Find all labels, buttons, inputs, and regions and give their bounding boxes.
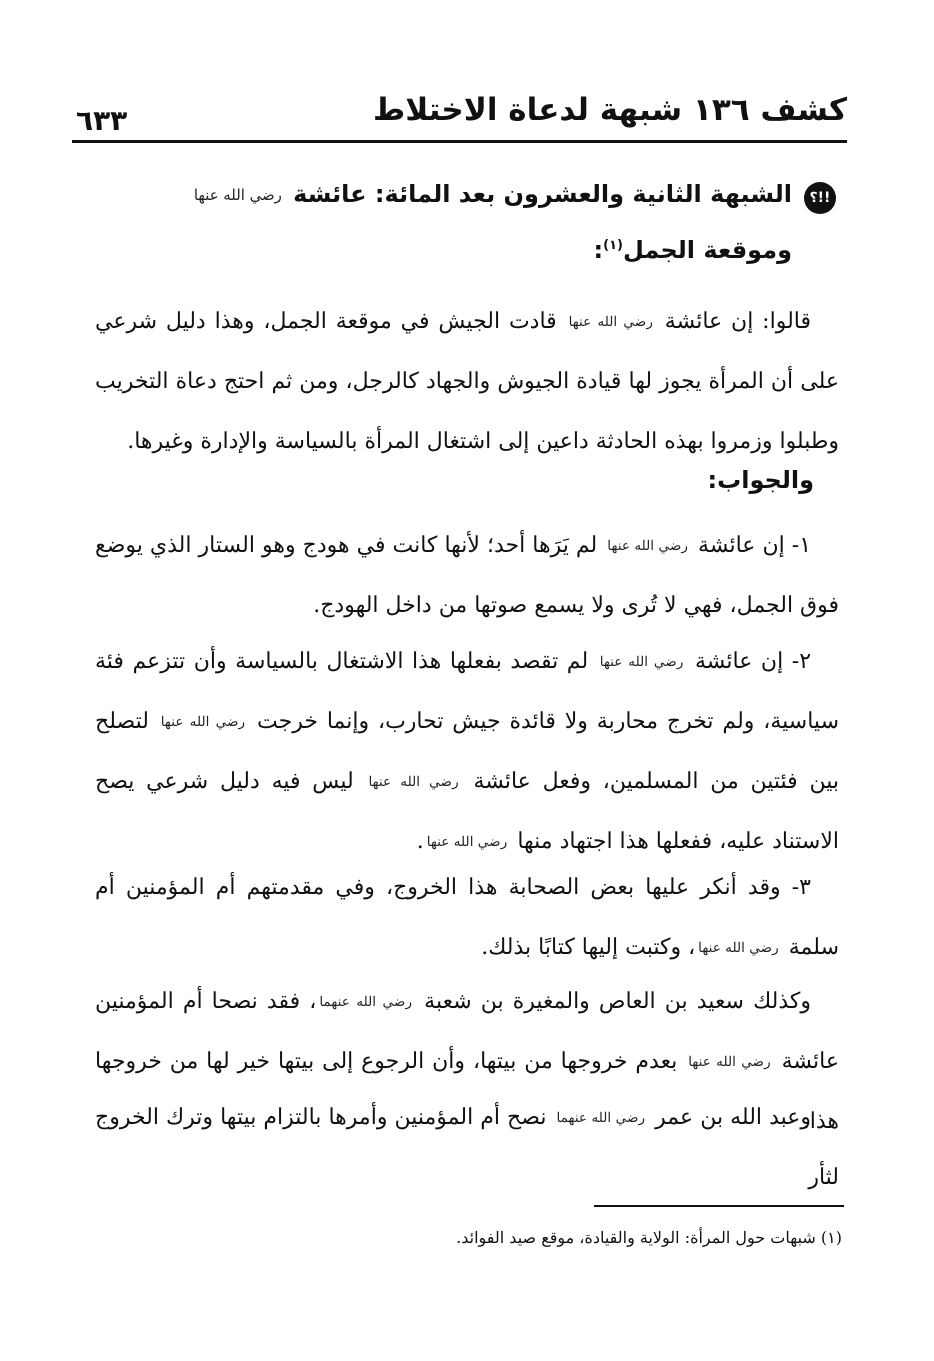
- header-rule: [72, 140, 847, 143]
- running-title: كشف ١٣٦ شبهة لدعاة الاختلاط: [373, 92, 847, 128]
- heading-line-2-end: :: [593, 236, 604, 264]
- honorific: رضي الله عنها: [599, 654, 684, 670]
- heading-line-2-text: وموقعة الجمل: [622, 236, 792, 264]
- point-3-text-b: ، وكتبت إليها كتابًا بذلك.: [481, 935, 696, 960]
- point-2-paragraph: [95, 632, 839, 872]
- page-number: ٦٣٣: [76, 104, 128, 137]
- honorific: رضي الله عنها: [193, 186, 282, 204]
- point-3-text-a: ٣- وقد أنكر عليها بعض الصحابة هذا الخروج، وفي مقدمتهم أم المؤمنين أم سلمة: [95, 875, 839, 960]
- footnote: (١) شبهات حول المرأة: الولاية والقيادة، موقع صيد الفوائد.: [456, 1228, 842, 1247]
- point-1-text-b: لم يَرَها أحد؛ لأنها كانت في هودج وهو الستار الذي يوضع فوق الجمل، فهي لا تُرى ولا يسمع صوتها من داخل الهودج.: [95, 533, 839, 618]
- point-1-paragraph: [95, 516, 839, 636]
- point-2-text-a: ٢- إن عائشة: [695, 649, 812, 674]
- footnote-rule: [594, 1205, 844, 1207]
- point-3-paragraph: [95, 858, 839, 978]
- point-1-text-a: ١- إن عائشة: [698, 533, 812, 558]
- paragraph-5-text-a: وعبد الله بن عمر: [655, 1105, 812, 1130]
- question-badge-icon: !!؟: [804, 182, 836, 214]
- honorific: رضي الله عنها: [568, 314, 653, 330]
- paragraph-4-text-c: بعدم خروجها من بيتها، وأن الرجوع إلى بيتها خير لها من خروجها هذا.: [95, 1049, 839, 1134]
- intro-paragraph: [95, 292, 839, 472]
- paragraph-4-text-b: ، فقد نصحا أم المؤمنين عائشة: [95, 989, 839, 1074]
- point-2-text-b: لم تقصد بفعلها هذا الاشتغال بالسياسة وأن تتزعم فئة سياسية، ولم تخرج محاربة ولا قائدة جيش تحارب، وإنما خرجت: [95, 649, 840, 734]
- honorific: رضي الله عنها: [368, 774, 459, 790]
- honorific: رضي الله عنها: [426, 834, 508, 850]
- point-2-text-d: ليس فيه دليل شرعي يصح الاستناد عليه، ففعلها هذا اجتهاد منها: [95, 769, 839, 854]
- running-header: [72, 88, 847, 148]
- paragraph-5-text-b: نصح أم المؤمنين وأمرها بالتزام بيتها وترك الخروج لثأر: [95, 1105, 839, 1190]
- intro-text-b: قادت الجيش في موقعة الجمل، وهذا دليل شرعي على أن المرأة يجوز لها قيادة الجيوش والجهاد كالرجل، ومن ثم احتج دعاة التخريب وطبلوا وزمروا بهذه الحادثة داعين إلى اشتغال المرأة بالسياسة والإدارة وغيرها.: [95, 309, 839, 454]
- honorific: رضي الله عنهما: [319, 994, 413, 1010]
- paragraph-4-text-a: وكذلك سعيد بن العاص والمغيرة بن شعبة: [424, 989, 811, 1014]
- paragraph-5: [95, 1088, 839, 1208]
- intro-text-a: قالوا: إن عائشة: [664, 309, 811, 334]
- heading-line-1: [191, 180, 792, 208]
- honorific: رضي الله عنها: [698, 940, 779, 956]
- heading-line-1-text: الشبهة الثانية والعشرون بعد المائة: عائشة: [293, 180, 792, 208]
- footnote-ref: (١): [603, 238, 623, 253]
- honorific: رضي الله عنها: [688, 1054, 771, 1070]
- heading-line-2: [594, 236, 793, 264]
- answer-heading: والجواب:: [707, 466, 814, 494]
- point-2-end: .: [416, 829, 424, 854]
- honorific: رضي الله عنها: [160, 714, 246, 730]
- honorific: رضي الله عنها: [607, 538, 688, 554]
- point-2-text-c: لتصلح بين فئتين من المسلمين، وفعل عائشة: [95, 709, 839, 794]
- honorific: رضي الله عنهما: [556, 1110, 646, 1126]
